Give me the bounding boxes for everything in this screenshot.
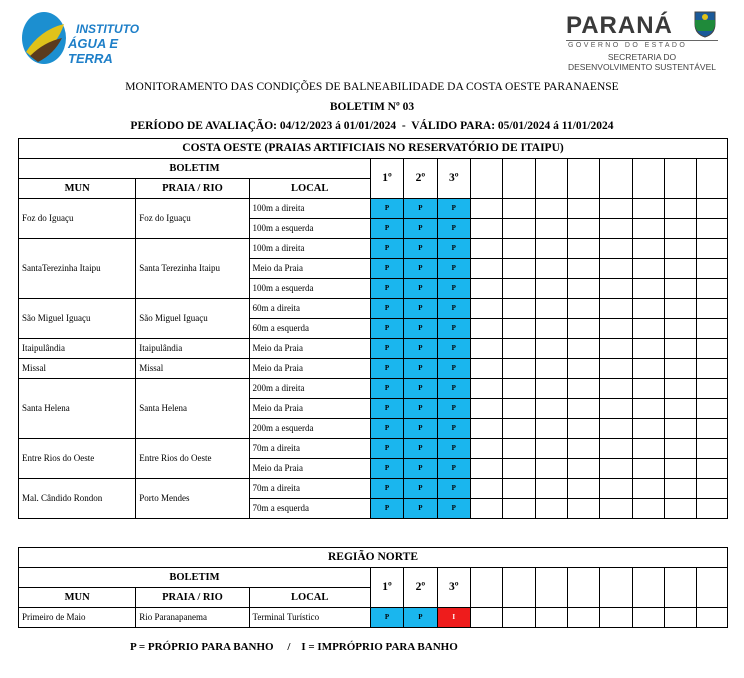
empty-cell bbox=[697, 339, 728, 359]
mun-cell: SantaTerezinha Itaipu bbox=[19, 239, 136, 299]
status-cell: P bbox=[370, 339, 403, 359]
empty-cell bbox=[632, 259, 664, 279]
empty-cell bbox=[632, 608, 664, 628]
table-row bbox=[19, 299, 728, 319]
empty-cell bbox=[665, 608, 697, 628]
empty-cell bbox=[567, 439, 599, 459]
local-cell: 60m a direita bbox=[249, 299, 370, 319]
boletim-header: BOLETIM bbox=[19, 159, 371, 179]
empty-cell bbox=[665, 359, 697, 379]
empty-cell bbox=[697, 319, 728, 339]
praia-cell: Missal bbox=[136, 359, 249, 379]
parana-logo bbox=[560, 8, 730, 78]
empty-cell bbox=[697, 379, 728, 399]
local-cell: 200m a direita bbox=[249, 379, 370, 399]
status-cell: P bbox=[404, 499, 437, 519]
empty-col bbox=[697, 159, 728, 199]
status-cell: P bbox=[404, 479, 437, 499]
coat-of-arms-icon bbox=[692, 8, 718, 38]
empty-cell bbox=[535, 459, 567, 479]
status-cell: P bbox=[437, 359, 470, 379]
empty-cell bbox=[600, 439, 632, 459]
status-cell: P bbox=[404, 608, 437, 628]
empty-cell bbox=[535, 199, 567, 219]
status-cell: P bbox=[437, 199, 470, 219]
empty-cell bbox=[697, 219, 728, 239]
empty-cell bbox=[697, 419, 728, 439]
empty-cell bbox=[665, 259, 697, 279]
bulletin-col-c1: 1º bbox=[370, 159, 403, 199]
local-cell: 200m a esquerda bbox=[249, 419, 370, 439]
header-row bbox=[19, 159, 728, 179]
status-cell: P bbox=[404, 379, 437, 399]
empty-cell bbox=[567, 479, 599, 499]
empty-col bbox=[535, 568, 567, 608]
status-cell: P bbox=[437, 399, 470, 419]
empty-cell bbox=[503, 379, 535, 399]
empty-cell bbox=[665, 279, 697, 299]
empty-cell bbox=[665, 399, 697, 419]
empty-cell bbox=[535, 359, 567, 379]
praia-cell: Foz do Iguaçu bbox=[136, 199, 249, 239]
status-cell: P bbox=[404, 399, 437, 419]
bulletin-col-c2: 2º bbox=[404, 159, 437, 199]
logo-right-sub2: SECRETARIA DO bbox=[607, 52, 677, 62]
local-cell: Meio da Praia bbox=[249, 399, 370, 419]
empty-cell bbox=[632, 219, 664, 239]
empty-cell bbox=[503, 479, 535, 499]
local-cell: 70m a direita bbox=[249, 479, 370, 499]
empty-cell bbox=[665, 459, 697, 479]
empty-cell bbox=[567, 299, 599, 319]
empty-cell bbox=[665, 299, 697, 319]
empty-cell bbox=[535, 219, 567, 239]
empty-cell bbox=[632, 279, 664, 299]
empty-cell bbox=[697, 608, 728, 628]
empty-col bbox=[503, 159, 535, 199]
logo-right-sub1: GOVERNO DO ESTADO bbox=[568, 42, 688, 49]
local-header: LOCAL bbox=[249, 179, 370, 199]
empty-cell bbox=[567, 359, 599, 379]
empty-cell bbox=[470, 379, 502, 399]
empty-col bbox=[600, 159, 632, 199]
local-cell: 70m a direita bbox=[249, 439, 370, 459]
empty-cell bbox=[600, 419, 632, 439]
empty-cell bbox=[632, 439, 664, 459]
document-title: MONITORAMENTO DAS CONDIÇÕES DE BALNEABILIDADE DA COSTA OESTE PARANAENSE bbox=[125, 81, 619, 93]
local-cell: Meio da Praia bbox=[249, 359, 370, 379]
status-cell: P bbox=[404, 459, 437, 479]
status-cell: P bbox=[404, 279, 437, 299]
praia-cell: Santa Helena bbox=[136, 379, 249, 439]
empty-cell bbox=[600, 239, 632, 259]
empty-col bbox=[470, 568, 502, 608]
status-cell: P bbox=[404, 439, 437, 459]
empty-cell bbox=[535, 239, 567, 259]
table-row bbox=[19, 608, 728, 628]
empty-cell bbox=[503, 399, 535, 419]
empty-cell bbox=[503, 279, 535, 299]
empty-cell bbox=[470, 199, 502, 219]
status-cell: P bbox=[370, 608, 403, 628]
mun-header: MUN bbox=[19, 588, 136, 608]
bulletin-col-c1: 1º bbox=[370, 568, 403, 608]
empty-cell bbox=[632, 299, 664, 319]
status-cell: P bbox=[370, 419, 403, 439]
local-cell: Meio da Praia bbox=[249, 459, 370, 479]
praia-cell: Rio Paranapanema bbox=[136, 608, 249, 628]
empty-cell bbox=[665, 479, 697, 499]
empty-cell bbox=[567, 499, 599, 519]
status-cell: P bbox=[404, 419, 437, 439]
boletim-header: BOLETIM bbox=[19, 568, 371, 588]
empty-cell bbox=[503, 359, 535, 379]
status-cell: P bbox=[437, 459, 470, 479]
praia-header: PRAIA / RIO bbox=[136, 588, 249, 608]
praia-cell: Porto Mendes bbox=[136, 479, 249, 519]
empty-cell bbox=[470, 239, 502, 259]
empty-cell bbox=[568, 608, 600, 628]
status-cell: P bbox=[404, 319, 437, 339]
local-cell: 100m a direita bbox=[249, 199, 370, 219]
praia-header: PRAIA / RIO bbox=[136, 179, 249, 199]
empty-cell bbox=[470, 219, 502, 239]
table-row bbox=[19, 339, 728, 359]
bulletin-col-c3: 3º bbox=[437, 159, 470, 199]
status-cell: P bbox=[437, 219, 470, 239]
local-cell: Meio da Praia bbox=[249, 259, 370, 279]
empty-cell bbox=[567, 239, 599, 259]
mun-cell: São Miguel Iguaçu bbox=[19, 299, 136, 339]
empty-cell bbox=[470, 359, 502, 379]
empty-cell bbox=[470, 479, 502, 499]
bulletin-col-c2: 2º bbox=[404, 568, 437, 608]
empty-cell bbox=[535, 439, 567, 459]
status-cell: P bbox=[437, 319, 470, 339]
empty-cell bbox=[600, 399, 632, 419]
status-cell: I bbox=[437, 608, 470, 628]
logo-left-line1: INSTITUTO bbox=[76, 22, 140, 36]
status-cell: P bbox=[370, 319, 403, 339]
empty-cell bbox=[470, 339, 502, 359]
status-cell: P bbox=[437, 259, 470, 279]
status-cell: P bbox=[404, 259, 437, 279]
empty-cell bbox=[697, 279, 728, 299]
logo-right-title: PARANÁ bbox=[566, 12, 673, 39]
status-cell: P bbox=[437, 339, 470, 359]
status-cell: P bbox=[370, 479, 403, 499]
empty-cell bbox=[665, 499, 697, 519]
empty-cell bbox=[665, 239, 697, 259]
local-cell: Terminal Turístico bbox=[249, 608, 370, 628]
empty-cell bbox=[665, 439, 697, 459]
empty-cell bbox=[665, 199, 697, 219]
costa-oeste-table bbox=[18, 138, 728, 519]
empty-cell bbox=[470, 419, 502, 439]
empty-cell bbox=[567, 419, 599, 439]
empty-cell bbox=[470, 279, 502, 299]
status-cell: P bbox=[370, 259, 403, 279]
empty-cell bbox=[567, 339, 599, 359]
status-cell: P bbox=[370, 439, 403, 459]
empty-cell bbox=[503, 339, 535, 359]
empty-cell bbox=[600, 459, 632, 479]
empty-cell bbox=[535, 319, 567, 339]
empty-cell bbox=[632, 239, 664, 259]
empty-col bbox=[567, 159, 599, 199]
praia-cell: São Miguel Iguaçu bbox=[136, 299, 249, 339]
empty-cell bbox=[697, 199, 728, 219]
empty-cell bbox=[632, 359, 664, 379]
status-cell: P bbox=[404, 199, 437, 219]
mun-cell: Mal. Cândido Rondon bbox=[19, 479, 136, 519]
empty-cell bbox=[567, 459, 599, 479]
empty-col bbox=[470, 159, 502, 199]
instituto-agua-terra-logo bbox=[14, 8, 154, 68]
empty-cell bbox=[503, 608, 535, 628]
empty-cell bbox=[567, 399, 599, 419]
empty-col bbox=[665, 568, 697, 608]
empty-cell bbox=[632, 419, 664, 439]
empty-cell bbox=[470, 299, 502, 319]
status-cell: P bbox=[404, 299, 437, 319]
empty-cell bbox=[470, 399, 502, 419]
status-cell: P bbox=[370, 399, 403, 419]
logo-divider bbox=[566, 40, 718, 41]
header-row bbox=[19, 568, 728, 588]
empty-cell bbox=[567, 199, 599, 219]
empty-cell bbox=[503, 299, 535, 319]
empty-cell bbox=[535, 299, 567, 319]
table-row bbox=[19, 479, 728, 499]
empty-cell bbox=[470, 608, 502, 628]
empty-cell bbox=[567, 259, 599, 279]
empty-cell bbox=[535, 499, 567, 519]
table-row bbox=[19, 359, 728, 379]
status-cell: P bbox=[370, 359, 403, 379]
regiao-norte-table bbox=[18, 547, 728, 628]
table-title: COSTA OESTE (PRAIAS ARTIFICIAIS NO RESERVATÓRIO DE ITAIPU) bbox=[19, 139, 728, 159]
local-cell: 100m a esquerda bbox=[249, 219, 370, 239]
local-cell: 70m a esquerda bbox=[249, 499, 370, 519]
empty-cell bbox=[600, 499, 632, 519]
empty-cell bbox=[567, 319, 599, 339]
empty-cell bbox=[600, 608, 632, 628]
legend: P = PRÓPRIO PARA BANHO / I = IMPRÓPRIO PARA BANHO bbox=[130, 641, 458, 653]
praia-cell: Santa Terezinha Itaipu bbox=[136, 239, 249, 299]
logo-right-sub3: DESENVOLVIMENTO SUSTENTÁVEL bbox=[568, 62, 716, 72]
empty-cell bbox=[503, 259, 535, 279]
empty-col bbox=[697, 568, 728, 608]
empty-cell bbox=[632, 499, 664, 519]
status-cell: P bbox=[370, 219, 403, 239]
empty-cell bbox=[503, 219, 535, 239]
mun-cell: Primeiro de Maio bbox=[19, 608, 136, 628]
empty-cell bbox=[632, 319, 664, 339]
empty-cell bbox=[567, 219, 599, 239]
empty-cell bbox=[535, 608, 567, 628]
status-cell: P bbox=[404, 339, 437, 359]
empty-cell bbox=[470, 319, 502, 339]
empty-cell bbox=[697, 259, 728, 279]
table-row bbox=[19, 199, 728, 219]
local-header: LOCAL bbox=[249, 588, 370, 608]
status-cell: P bbox=[404, 219, 437, 239]
empty-cell bbox=[697, 239, 728, 259]
status-cell: P bbox=[370, 299, 403, 319]
empty-cell bbox=[600, 319, 632, 339]
table-row bbox=[19, 439, 728, 459]
empty-col bbox=[600, 568, 632, 608]
empty-col bbox=[568, 568, 600, 608]
empty-cell bbox=[535, 279, 567, 299]
mun-header: MUN bbox=[19, 179, 136, 199]
empty-cell bbox=[665, 339, 697, 359]
empty-cell bbox=[665, 419, 697, 439]
empty-cell bbox=[697, 299, 728, 319]
empty-cell bbox=[697, 459, 728, 479]
status-cell: P bbox=[370, 239, 403, 259]
empty-cell bbox=[600, 479, 632, 499]
mun-cell: Santa Helena bbox=[19, 379, 136, 439]
status-cell: P bbox=[437, 419, 470, 439]
empty-cell bbox=[665, 379, 697, 399]
empty-cell bbox=[600, 359, 632, 379]
empty-cell bbox=[632, 459, 664, 479]
bulletin-number: BOLETIM Nº 03 bbox=[329, 101, 415, 113]
logo-left-line2: ÁGUA E TERRA bbox=[68, 36, 119, 66]
status-cell: P bbox=[437, 479, 470, 499]
empty-cell bbox=[535, 339, 567, 359]
empty-cell bbox=[632, 339, 664, 359]
empty-cell bbox=[535, 419, 567, 439]
empty-cell bbox=[600, 279, 632, 299]
empty-cell bbox=[535, 379, 567, 399]
empty-cell bbox=[567, 279, 599, 299]
local-cell: 60m a esquerda bbox=[249, 319, 370, 339]
mun-cell: Foz do Iguaçu bbox=[19, 199, 136, 239]
status-cell: P bbox=[404, 359, 437, 379]
empty-cell bbox=[600, 339, 632, 359]
status-cell: P bbox=[404, 239, 437, 259]
empty-cell bbox=[697, 479, 728, 499]
empty-cell bbox=[470, 439, 502, 459]
empty-cell bbox=[503, 239, 535, 259]
empty-cell bbox=[600, 199, 632, 219]
table-title: REGIÃO NORTE bbox=[19, 548, 728, 568]
empty-cell bbox=[567, 379, 599, 399]
local-cell: 100m a esquerda bbox=[249, 279, 370, 299]
empty-cell bbox=[697, 399, 728, 419]
empty-col bbox=[665, 159, 697, 199]
table-row bbox=[19, 379, 728, 399]
status-cell: P bbox=[370, 459, 403, 479]
bulletin-col-c3: 3º bbox=[437, 568, 470, 608]
empty-cell bbox=[600, 219, 632, 239]
empty-cell bbox=[535, 259, 567, 279]
local-cell: Meio da Praia bbox=[249, 339, 370, 359]
empty-col bbox=[535, 159, 567, 199]
status-cell: P bbox=[437, 379, 470, 399]
empty-cell bbox=[503, 419, 535, 439]
empty-cell bbox=[503, 499, 535, 519]
status-cell: P bbox=[370, 379, 403, 399]
status-cell: P bbox=[370, 199, 403, 219]
mun-cell: Entre Rios do Oeste bbox=[19, 439, 136, 479]
status-cell: P bbox=[370, 499, 403, 519]
empty-col bbox=[632, 568, 664, 608]
table-row bbox=[19, 239, 728, 259]
empty-cell bbox=[470, 259, 502, 279]
empty-cell bbox=[665, 219, 697, 239]
empty-cell bbox=[665, 319, 697, 339]
evaluation-period: PERÍODO DE AVALIAÇÃO: 04/12/2023 á 01/01/2024 - VÁLIDO PARA: 05/01/2024 á 11/01/2024 bbox=[130, 120, 614, 132]
empty-cell bbox=[503, 439, 535, 459]
empty-col bbox=[632, 159, 664, 199]
empty-cell bbox=[503, 199, 535, 219]
empty-cell bbox=[600, 259, 632, 279]
status-cell: P bbox=[437, 499, 470, 519]
status-cell: P bbox=[437, 299, 470, 319]
empty-cell bbox=[535, 399, 567, 419]
status-cell: P bbox=[437, 279, 470, 299]
empty-cell bbox=[600, 299, 632, 319]
mun-cell: Itaipulândia bbox=[19, 339, 136, 359]
status-cell: P bbox=[370, 279, 403, 299]
title-row bbox=[19, 548, 728, 568]
status-cell: P bbox=[437, 239, 470, 259]
empty-cell bbox=[503, 459, 535, 479]
title-row bbox=[19, 139, 728, 159]
empty-cell bbox=[600, 379, 632, 399]
praia-cell: Entre Rios do Oeste bbox=[136, 439, 249, 479]
status-cell: P bbox=[437, 439, 470, 459]
empty-cell bbox=[697, 359, 728, 379]
empty-cell bbox=[503, 319, 535, 339]
empty-cell bbox=[697, 439, 728, 459]
empty-cell bbox=[470, 459, 502, 479]
empty-cell bbox=[632, 479, 664, 499]
local-cell: 100m a direita bbox=[249, 239, 370, 259]
empty-cell bbox=[697, 499, 728, 519]
empty-cell bbox=[470, 499, 502, 519]
empty-col bbox=[503, 568, 535, 608]
empty-cell bbox=[632, 199, 664, 219]
empty-cell bbox=[535, 479, 567, 499]
empty-cell bbox=[632, 379, 664, 399]
mun-cell: Missal bbox=[19, 359, 136, 379]
empty-cell bbox=[632, 399, 664, 419]
praia-cell: Itaipulândia bbox=[136, 339, 249, 359]
